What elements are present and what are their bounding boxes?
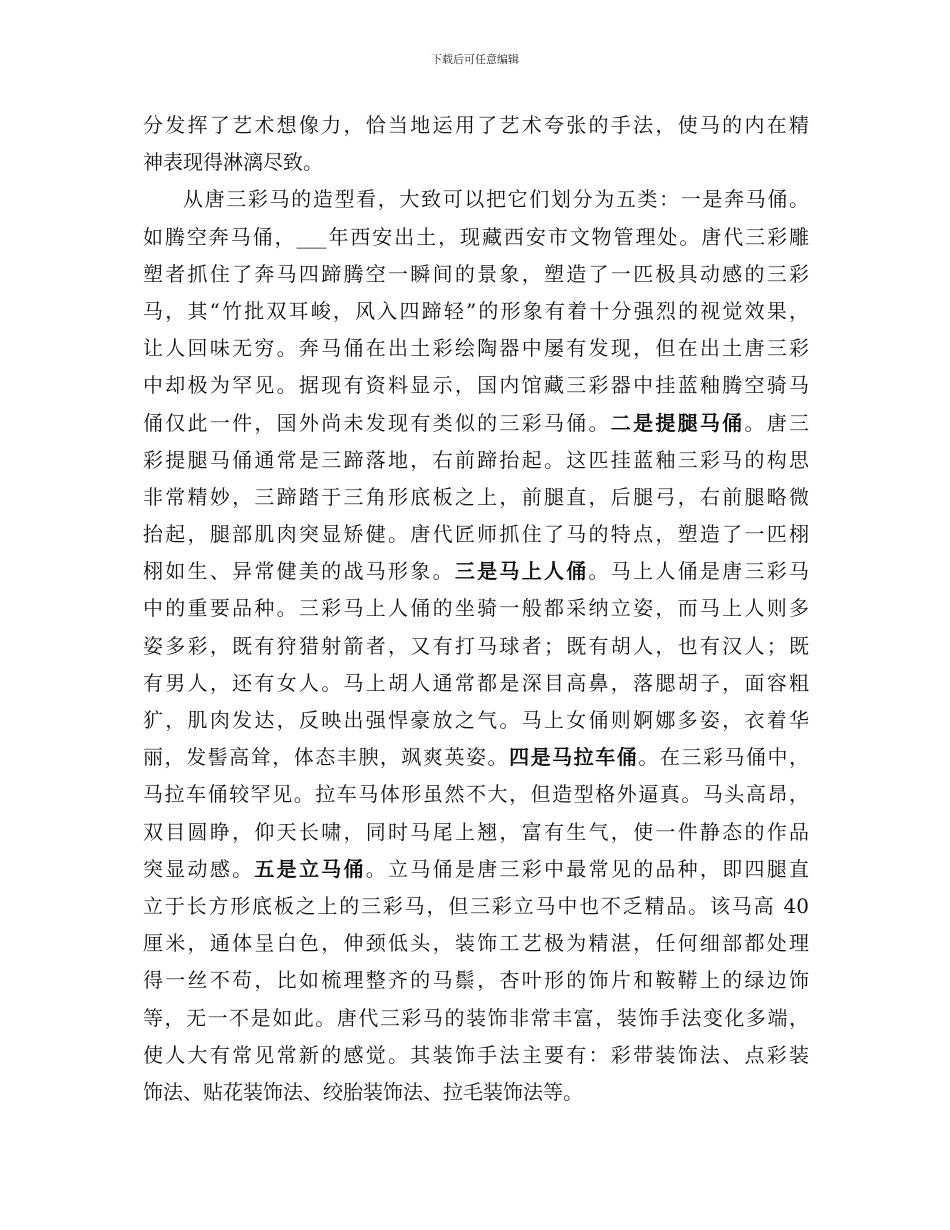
text-line: [143, 665, 809, 702]
text-span: 让人回味无穷。奔马俑在出土彩绘陶器中屡有发现，但在出土唐三彩: [143, 336, 809, 361]
text-span: 丽，发髻高耸，体态丰腴，飒爽英姿。: [143, 745, 510, 770]
text-line: [143, 962, 809, 999]
text-span: 非常精妙，三蹄踏于三角形底板之上，前腿直，后腿弓，右前腿略微: [143, 484, 809, 509]
text-span: 饰法、贴花装饰法、绞胎装饰法、拉毛装饰法等。: [143, 1079, 583, 1104]
text-span: 突显动感。: [143, 856, 255, 881]
text-line: [143, 1000, 809, 1037]
text-span: 。立马俑是唐三彩中最常见的品种，即四腿直: [365, 856, 810, 881]
text-line: [143, 888, 809, 925]
category-heading: 二是提腿马俑: [610, 410, 745, 435]
text-span: 栩如生、异常健美的战马形象。: [143, 559, 455, 584]
text-line: [143, 553, 809, 590]
text-span: 中却极为罕见。据现有资料显示，国内馆藏三彩器中挂蓝釉腾空骑马: [143, 373, 809, 398]
text-line: [143, 181, 809, 218]
text-line: [143, 628, 809, 665]
category-heading: 四是马拉车俑: [509, 745, 639, 770]
text-span: 有男人，还有女人。马上胡人通常都是深目高鼻，落腮胡子，面容粗: [143, 670, 809, 695]
text-line: [143, 814, 809, 851]
text-line: [143, 442, 809, 479]
page-header: 下载后可任意编辑: [431, 53, 519, 66]
text-span: 抬起，腿部肌肉突显矫健。唐代匠师抓住了马的特点，塑造了一匹栩: [143, 522, 809, 547]
text-span: 中的重要品种。三彩马上人俑的坐骑一般都采纳立姿，而马上人则多: [143, 596, 809, 621]
text-span: 。在三彩马俑中，: [638, 745, 810, 770]
text-span: 犷，肌肉发达，反映出强悍豪放之气。马上女俑则婀娜多姿，衣着华: [143, 708, 809, 732]
category-heading: 五是立马俑: [254, 856, 366, 881]
text-span: 分发挥了艺术想像力，恰当地运用了艺术夸张的手法，使马的内在精: [143, 113, 809, 137]
text-line: [143, 590, 809, 627]
text-line: [143, 219, 809, 256]
text-span: 如腾空奔马俑，___年西安出土，现藏西安市文物管理处。唐代三彩雕: [143, 224, 809, 249]
text-line: [143, 256, 809, 293]
text-line: [143, 925, 809, 962]
text-span: 马拉车俑较罕见。拉车马体形虽然不大，但造型格外逼真。马头高昂，: [143, 782, 809, 807]
text-line: [143, 144, 809, 181]
text-span: 得一丝不苟，比如梳理整齐的马鬃，杏叶形的饰片和鞍鞯上的绿边饰: [143, 968, 809, 993]
text-span: 厘米，通体呈白色，伸颈低头，装饰工艺极为精湛，任何细部都处理: [143, 931, 809, 956]
text-span: 。马上人俑是唐三彩马: [588, 559, 810, 584]
text-span: 姿多彩，既有狩猎射箭者，又有打马球者；既有胡人，也有汉人；既: [143, 633, 809, 658]
text-span: 俑仅此一件，国外尚未发现有类似的三彩马俑。: [143, 410, 611, 435]
text-line: [143, 776, 809, 813]
text-span: 彩提腿马俑通常是三蹄落地，右前蹄抬起。这匹挂蓝釉三彩马的构思: [143, 447, 809, 472]
text-line: [143, 479, 809, 516]
text-line: [143, 330, 809, 367]
text-line: [143, 739, 809, 776]
text-span: 神表现得淋漓尽致。: [143, 150, 323, 175]
text-line: [143, 1074, 809, 1111]
category-heading: 三是马上人俑: [454, 559, 589, 584]
document-body: [143, 107, 809, 1111]
text-line: [143, 516, 809, 553]
text-span: 双目圆睁，仰天长啸，同时马尾上翘，富有生气，使一件静态的作品: [143, 819, 809, 844]
text-line: [143, 851, 809, 888]
text-span: 。唐三: [744, 410, 810, 435]
text-span: 马，其“竹批双耳峻，风入四蹄轻”的形象有着十分强烈的视觉效果，: [143, 298, 809, 323]
text-line: [143, 367, 809, 404]
text-span: 立于长方形底板之上的三彩马，但三彩立马中也不乏精品。该马高 40: [143, 893, 809, 918]
text-span: 从唐三彩马的造型看，大致可以把它们划分为五类：一是奔马俑。: [183, 187, 809, 212]
text-span: 使人大有常见常新的感觉。其装饰手法主要有：彩带装饰法、点彩装: [143, 1042, 809, 1067]
text-line: [143, 293, 809, 330]
text-line: [143, 702, 809, 739]
text-span: 塑者抓住了奔马四蹄腾空一瞬间的景象，塑造了一匹极具动感的三彩: [143, 261, 809, 286]
text-line: [143, 107, 809, 144]
text-line: [143, 405, 809, 442]
text-span: 等，无一不是如此。唐代三彩马的装饰非常丰富，装饰手法变化多端，: [143, 1005, 809, 1030]
text-line: [143, 1037, 809, 1074]
